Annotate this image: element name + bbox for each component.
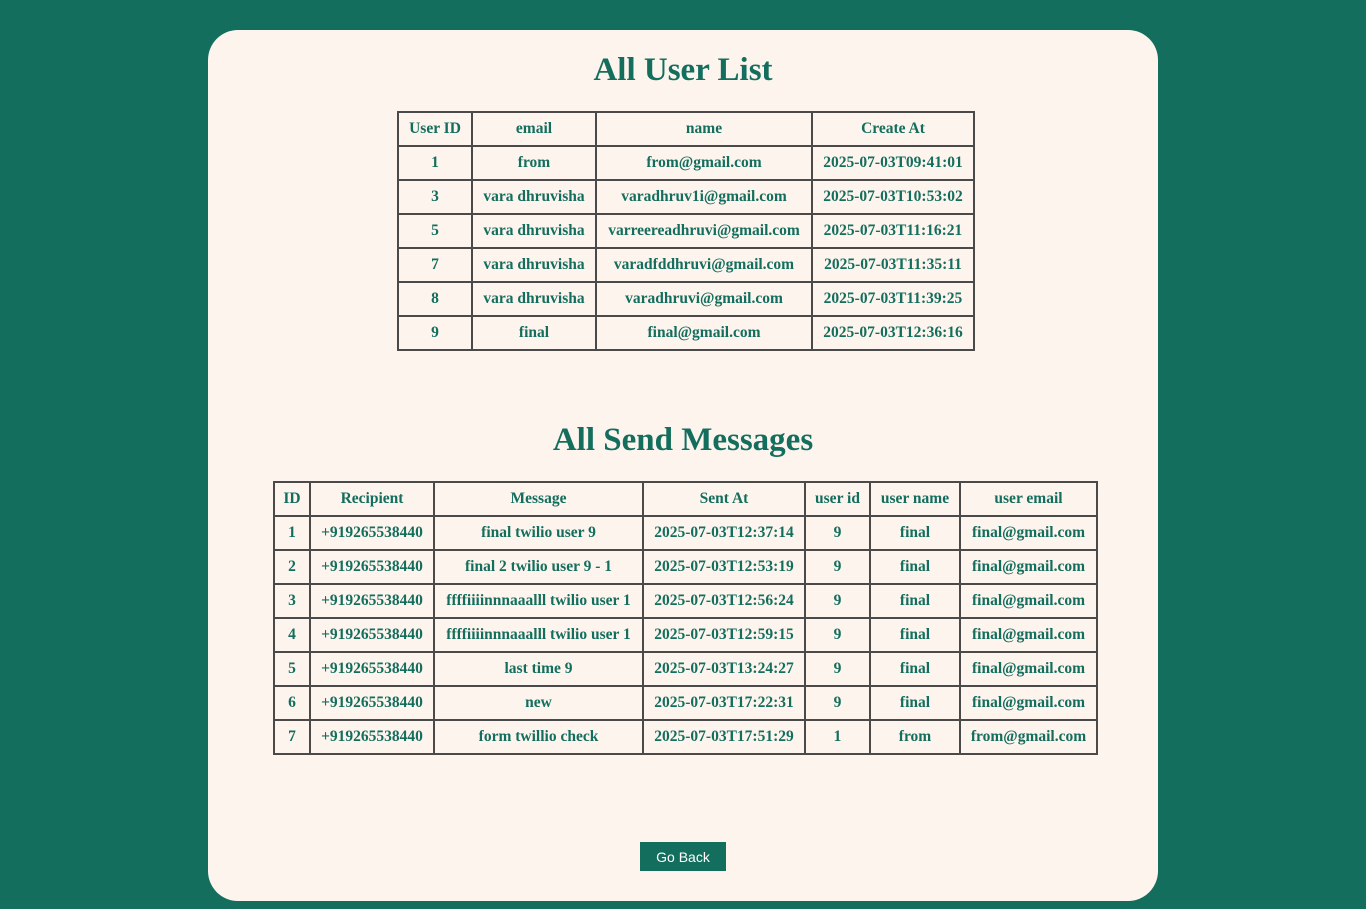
- message-row: [274, 516, 1097, 550]
- user-created-cell: 2025-07-03T09:41:01: [812, 146, 974, 180]
- message-user-name-cell: final: [870, 550, 960, 584]
- users-title: All User List: [593, 52, 773, 88]
- message-text-cell: final twilio user 9: [434, 516, 643, 550]
- messages-title: All Send Messages: [552, 422, 814, 458]
- message-user-email-cell: final@gmail.com: [960, 550, 1097, 584]
- user-id-cell: 7: [398, 248, 472, 282]
- message-user-email-cell: from@gmail.com: [960, 720, 1097, 754]
- message-user-name-cell: final: [870, 584, 960, 618]
- message-row: [274, 550, 1097, 584]
- header-name: name: [596, 112, 812, 146]
- message-user-email-cell: final@gmail.com: [960, 686, 1097, 720]
- message-user-name-cell: final: [870, 618, 960, 652]
- message-sent-at-cell: 2025-07-03T12:53:19: [643, 550, 805, 584]
- user-id-cell: 9: [398, 316, 472, 350]
- message-user-name-cell: final: [870, 516, 960, 550]
- message-user-email-cell: final@gmail.com: [960, 584, 1097, 618]
- message-row: [274, 618, 1097, 652]
- user-email-cell: vara dhruvisha: [472, 248, 596, 282]
- message-id-cell: 1: [274, 516, 310, 550]
- message-sent-at-cell: 2025-07-03T12:59:15: [643, 618, 805, 652]
- user-row: [398, 248, 974, 282]
- message-recipient-cell: +919265538440: [310, 720, 434, 754]
- message-user-email-cell: final@gmail.com: [960, 652, 1097, 686]
- header-user-id: User ID: [398, 112, 472, 146]
- message-text-cell: final 2 twilio user 9 - 1: [434, 550, 643, 584]
- user-email-cell: vara dhruvisha: [472, 214, 596, 248]
- user-created-cell: 2025-07-03T12:36:16: [812, 316, 974, 350]
- content-card: [208, 30, 1158, 901]
- message-user-id-cell: 9: [805, 516, 870, 550]
- message-user-name-cell: from: [870, 720, 960, 754]
- message-row: [274, 584, 1097, 618]
- message-id-cell: 3: [274, 584, 310, 618]
- message-user-id-cell: 9: [805, 652, 870, 686]
- user-id-cell: 3: [398, 180, 472, 214]
- message-recipient-cell: +919265538440: [310, 516, 434, 550]
- header-message: Message: [434, 482, 643, 516]
- message-sent-at-cell: 2025-07-03T12:37:14: [643, 516, 805, 550]
- user-created-cell: 2025-07-03T10:53:02: [812, 180, 974, 214]
- header-email: email: [472, 112, 596, 146]
- message-sent-at-cell: 2025-07-03T12:56:24: [643, 584, 805, 618]
- message-user-email-cell: final@gmail.com: [960, 618, 1097, 652]
- users-table-header-row: [398, 112, 974, 146]
- user-id-cell: 8: [398, 282, 472, 316]
- message-text-cell: new: [434, 686, 643, 720]
- user-row: [398, 282, 974, 316]
- user-name-cell: from@gmail.com: [596, 146, 812, 180]
- message-recipient-cell: +919265538440: [310, 618, 434, 652]
- message-text-cell: ffffiiiinnnaaalll twilio user 1: [434, 618, 643, 652]
- message-recipient-cell: +919265538440: [310, 550, 434, 584]
- message-user-id-cell: 9: [805, 618, 870, 652]
- header-created-at: Create At: [812, 112, 974, 146]
- header-id: ID: [274, 482, 310, 516]
- header-user-email: user email: [960, 482, 1097, 516]
- user-name-cell: varadfddhruvi@gmail.com: [596, 248, 812, 282]
- user-name-cell: varreereadhruvi@gmail.com: [596, 214, 812, 248]
- user-email-cell: vara dhruvisha: [472, 180, 596, 214]
- user-email-cell: vara dhruvisha: [472, 282, 596, 316]
- go-back-button[interactable]: Go Back: [640, 842, 726, 871]
- user-created-cell: 2025-07-03T11:35:11: [812, 248, 974, 282]
- user-name-cell: varadhruvi@gmail.com: [596, 282, 812, 316]
- header-user-name: user name: [870, 482, 960, 516]
- message-sent-at-cell: 2025-07-03T17:51:29: [643, 720, 805, 754]
- message-id-cell: 6: [274, 686, 310, 720]
- message-recipient-cell: +919265538440: [310, 584, 434, 618]
- message-user-id-cell: 9: [805, 686, 870, 720]
- message-text-cell: last time 9: [434, 652, 643, 686]
- user-email-cell: final: [472, 316, 596, 350]
- message-sent-at-cell: 2025-07-03T17:22:31: [643, 686, 805, 720]
- message-text-cell: ffffiiiinnnaaalll twilio user 1: [434, 584, 643, 618]
- message-row: [274, 720, 1097, 754]
- user-row: [398, 146, 974, 180]
- users-table: [397, 111, 975, 351]
- user-row: [398, 180, 974, 214]
- message-user-email-cell: final@gmail.com: [960, 516, 1097, 550]
- header-recipient: Recipient: [310, 482, 434, 516]
- message-recipient-cell: +919265538440: [310, 652, 434, 686]
- message-id-cell: 4: [274, 618, 310, 652]
- user-created-cell: 2025-07-03T11:39:25: [812, 282, 974, 316]
- header-user-id: user id: [805, 482, 870, 516]
- user-id-cell: 1: [398, 146, 472, 180]
- message-user-name-cell: final: [870, 686, 960, 720]
- user-id-cell: 5: [398, 214, 472, 248]
- header-sent-at: Sent At: [643, 482, 805, 516]
- message-user-name-cell: final: [870, 652, 960, 686]
- message-user-id-cell: 1: [805, 720, 870, 754]
- message-row: [274, 686, 1097, 720]
- message-text-cell: form twillio check: [434, 720, 643, 754]
- user-name-cell: varadhruv1i@gmail.com: [596, 180, 812, 214]
- messages-table: [273, 481, 1098, 755]
- message-id-cell: 7: [274, 720, 310, 754]
- user-email-cell: from: [472, 146, 596, 180]
- user-name-cell: final@gmail.com: [596, 316, 812, 350]
- message-user-id-cell: 9: [805, 550, 870, 584]
- message-recipient-cell: +919265538440: [310, 686, 434, 720]
- message-id-cell: 5: [274, 652, 310, 686]
- user-row: [398, 214, 974, 248]
- user-created-cell: 2025-07-03T11:16:21: [812, 214, 974, 248]
- message-id-cell: 2: [274, 550, 310, 584]
- messages-table-header-row: [274, 482, 1097, 516]
- message-sent-at-cell: 2025-07-03T13:24:27: [643, 652, 805, 686]
- user-row: [398, 316, 974, 350]
- message-row: [274, 652, 1097, 686]
- message-user-id-cell: 9: [805, 584, 870, 618]
